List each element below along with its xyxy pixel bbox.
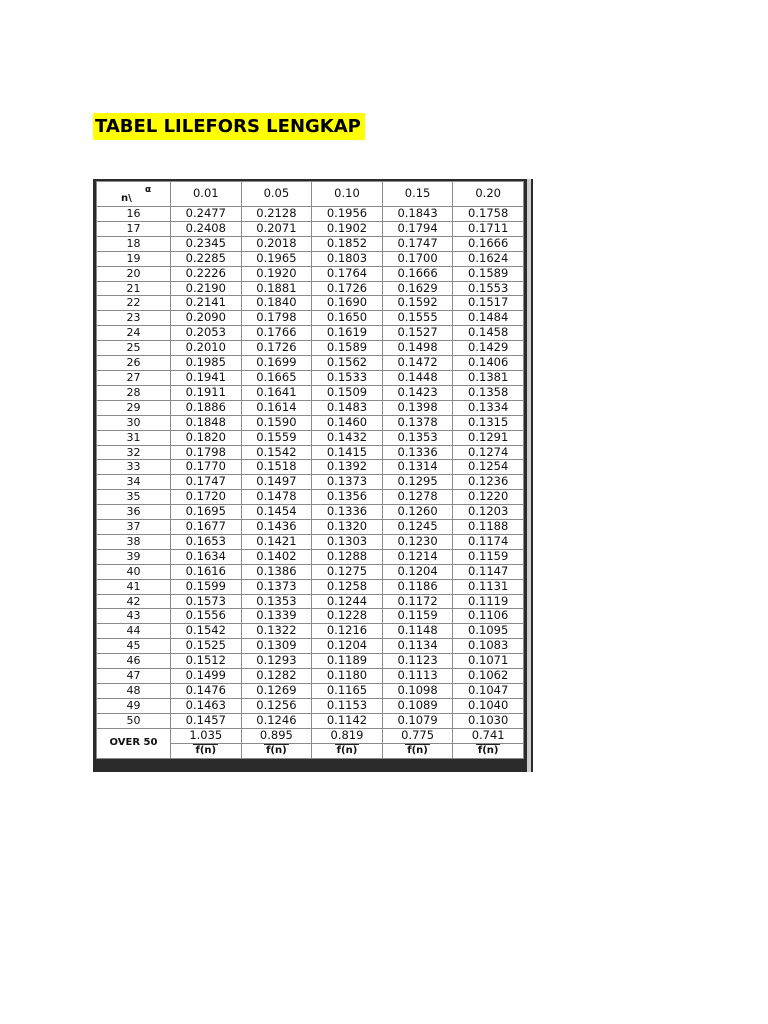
alpha-header: 0.01 [171, 182, 242, 207]
critical-value-cell: 0.1256 [241, 698, 312, 713]
critical-value-cell: 0.1030 [453, 713, 524, 728]
over50-numerator: 0.819 [312, 728, 383, 743]
page-title: TABEL LILEFORS LENGKAP [93, 113, 365, 140]
sample-size-cell: 31 [97, 430, 171, 445]
table-row [97, 415, 524, 430]
critical-value-cell: 0.2128 [241, 207, 312, 222]
sample-size-cell: 38 [97, 534, 171, 549]
critical-value-cell: 0.2408 [171, 221, 242, 236]
sample-size-cell: 27 [97, 370, 171, 385]
table-row [97, 624, 524, 639]
critical-value-cell: 0.1131 [453, 579, 524, 594]
critical-value-cell: 0.1147 [453, 564, 524, 579]
critical-value-cell: 0.1423 [382, 385, 453, 400]
sample-size-cell: 19 [97, 251, 171, 266]
header-row [97, 182, 524, 207]
critical-value-cell: 0.1820 [171, 430, 242, 445]
sample-size-cell: 34 [97, 475, 171, 490]
critical-value-cell: 0.1244 [312, 594, 383, 609]
critical-value-cell: 0.1457 [171, 713, 242, 728]
critical-value-cell: 0.1770 [171, 460, 242, 475]
critical-value-cell: 0.1476 [171, 684, 242, 699]
table-row [97, 370, 524, 385]
critical-value-cell: 0.1848 [171, 415, 242, 430]
critical-value-cell: 0.1542 [171, 624, 242, 639]
critical-value-cell: 0.1260 [382, 505, 453, 520]
critical-value-cell: 0.1123 [382, 654, 453, 669]
critical-value-cell: 0.1720 [171, 490, 242, 505]
table-body [97, 207, 524, 729]
lilliefors-table [96, 181, 524, 759]
critical-value-cell: 0.1458 [453, 326, 524, 341]
critical-value-cell: 0.1798 [241, 311, 312, 326]
critical-value-cell: 0.1556 [171, 609, 242, 624]
critical-value-cell: 0.2090 [171, 311, 242, 326]
critical-value-cell: 0.1378 [382, 415, 453, 430]
table-row [97, 445, 524, 460]
table-row [97, 534, 524, 549]
critical-value-cell: 0.1497 [241, 475, 312, 490]
sample-size-cell: 18 [97, 236, 171, 251]
critical-value-cell: 0.1902 [312, 221, 383, 236]
table-row [97, 207, 524, 222]
alpha-label: α [145, 185, 152, 195]
table-row [97, 549, 524, 564]
sample-size-cell: 47 [97, 669, 171, 684]
table-row [97, 698, 524, 713]
critical-value-cell: 0.1852 [312, 236, 383, 251]
critical-value-cell: 0.1356 [312, 490, 383, 505]
critical-value-cell: 0.1339 [241, 609, 312, 624]
critical-value-cell: 0.1134 [382, 639, 453, 654]
critical-value-cell: 0.1142 [312, 713, 383, 728]
critical-value-cell: 0.1214 [382, 549, 453, 564]
critical-value-cell: 0.1525 [171, 639, 242, 654]
critical-value-cell: 0.1288 [312, 549, 383, 564]
critical-value-cell: 0.1726 [241, 341, 312, 356]
critical-value-cell: 0.1764 [312, 266, 383, 281]
alpha-header: 0.15 [382, 182, 453, 207]
table-row [97, 281, 524, 296]
critical-value-cell: 0.1381 [453, 370, 524, 385]
table-row [97, 505, 524, 520]
critical-value-cell: 0.1562 [312, 356, 383, 371]
critical-value-cell: 0.1047 [453, 684, 524, 699]
table-row [97, 609, 524, 624]
critical-value-cell: 0.1527 [382, 326, 453, 341]
critical-value-cell: 0.1172 [382, 594, 453, 609]
table-row [97, 594, 524, 609]
critical-value-cell: 0.1589 [453, 266, 524, 281]
critical-value-cell: 0.1220 [453, 490, 524, 505]
critical-value-cell: 0.2018 [241, 236, 312, 251]
table-row [97, 639, 524, 654]
critical-value-cell: 0.1619 [312, 326, 383, 341]
sample-size-cell: 41 [97, 579, 171, 594]
critical-value-cell: 0.1478 [241, 490, 312, 505]
alpha-header: 0.05 [241, 182, 312, 207]
critical-value-cell: 0.1573 [171, 594, 242, 609]
critical-value-cell: 0.1432 [312, 430, 383, 445]
over50-numerator: 1.035 [171, 728, 242, 743]
over50-numerator: 0.895 [241, 728, 312, 743]
over50-denominator: f(n) [171, 743, 242, 758]
critical-value-cell: 0.1406 [453, 356, 524, 371]
critical-value-cell: 0.1293 [241, 654, 312, 669]
sample-size-cell: 36 [97, 505, 171, 520]
sample-size-cell: 48 [97, 684, 171, 699]
critical-value-cell: 0.1421 [241, 534, 312, 549]
critical-value-cell: 0.1956 [312, 207, 383, 222]
critical-value-cell: 0.1180 [312, 669, 383, 684]
critical-value-cell: 0.1629 [382, 281, 453, 296]
critical-value-cell: 0.1590 [241, 415, 312, 430]
critical-value-cell: 0.1295 [382, 475, 453, 490]
critical-value-cell: 0.1747 [171, 475, 242, 490]
critical-value-cell: 0.1392 [312, 460, 383, 475]
table-row [97, 460, 524, 475]
critical-value-cell: 0.1429 [453, 341, 524, 356]
critical-value-cell: 0.1246 [241, 713, 312, 728]
critical-value-cell: 0.1373 [312, 475, 383, 490]
critical-value-cell: 0.1282 [241, 669, 312, 684]
critical-value-cell: 0.1726 [312, 281, 383, 296]
table-row [97, 326, 524, 341]
table-row [97, 669, 524, 684]
critical-value-cell: 0.1616 [171, 564, 242, 579]
critical-value-cell: 0.1095 [453, 624, 524, 639]
critical-value-cell: 0.1216 [312, 624, 383, 639]
over50-numerator: 0.741 [453, 728, 524, 743]
sample-size-cell: 46 [97, 654, 171, 669]
critical-value-cell: 0.1188 [453, 520, 524, 535]
critical-value-cell: 0.1153 [312, 698, 383, 713]
critical-value-cell: 0.1275 [312, 564, 383, 579]
critical-value-cell: 0.1148 [382, 624, 453, 639]
critical-value-cell: 0.1353 [241, 594, 312, 609]
sample-size-cell: 33 [97, 460, 171, 475]
critical-value-cell: 0.1083 [453, 639, 524, 654]
critical-value-cell: 0.1303 [312, 534, 383, 549]
critical-value-cell: 0.1106 [453, 609, 524, 624]
critical-value-cell: 0.1174 [453, 534, 524, 549]
critical-value-cell: 0.1555 [382, 311, 453, 326]
sample-size-cell: 35 [97, 490, 171, 505]
critical-value-cell: 0.1159 [382, 609, 453, 624]
critical-value-cell: 0.1517 [453, 296, 524, 311]
table-row [97, 475, 524, 490]
sample-size-cell: 17 [97, 221, 171, 236]
critical-value-cell: 0.1695 [171, 505, 242, 520]
critical-value-cell: 0.1098 [382, 684, 453, 699]
over50-denominator: f(n) [453, 743, 524, 758]
critical-value-cell: 0.1711 [453, 221, 524, 236]
critical-value-cell: 0.1553 [453, 281, 524, 296]
critical-value-cell: 0.1314 [382, 460, 453, 475]
critical-value-cell: 0.1258 [312, 579, 383, 594]
critical-value-cell: 0.1941 [171, 370, 242, 385]
sample-size-cell: 16 [97, 207, 171, 222]
sample-size-cell: 37 [97, 520, 171, 535]
critical-value-cell: 0.1448 [382, 370, 453, 385]
critical-value-cell: 0.1228 [312, 609, 383, 624]
critical-value-cell: 0.1353 [382, 430, 453, 445]
critical-value-cell: 0.1641 [241, 385, 312, 400]
critical-value-cell: 0.1336 [312, 505, 383, 520]
critical-value-cell: 0.1881 [241, 281, 312, 296]
over50-denominator: f(n) [241, 743, 312, 758]
alpha-header: 0.10 [312, 182, 383, 207]
lilliefors-table-image [93, 179, 533, 772]
critical-value-cell: 0.1758 [453, 207, 524, 222]
critical-value-cell: 0.2190 [171, 281, 242, 296]
table-row [97, 684, 524, 699]
critical-value-cell: 0.1159 [453, 549, 524, 564]
critical-value-cell: 0.1614 [241, 400, 312, 415]
table-row [97, 430, 524, 445]
sample-size-cell: 22 [97, 296, 171, 311]
critical-value-cell: 0.1186 [382, 579, 453, 594]
critical-value-cell: 0.1509 [312, 385, 383, 400]
critical-value-cell: 0.1079 [382, 713, 453, 728]
critical-value-cell: 0.1415 [312, 445, 383, 460]
table-row [97, 341, 524, 356]
critical-value-cell: 0.1665 [241, 370, 312, 385]
critical-value-cell: 0.1766 [241, 326, 312, 341]
table-row [97, 385, 524, 400]
critical-value-cell: 0.1278 [382, 490, 453, 505]
critical-value-cell: 0.1840 [241, 296, 312, 311]
critical-value-cell: 0.1062 [453, 669, 524, 684]
critical-value-cell: 0.1483 [312, 400, 383, 415]
critical-value-cell: 0.1189 [312, 654, 383, 669]
critical-value-cell: 0.1454 [241, 505, 312, 520]
sample-size-cell: 21 [97, 281, 171, 296]
over50-denominator: f(n) [382, 743, 453, 758]
critical-value-cell: 0.1460 [312, 415, 383, 430]
table-row [97, 251, 524, 266]
sample-size-cell: 32 [97, 445, 171, 460]
critical-value-cell: 0.1650 [312, 311, 383, 326]
alpha-header: 0.20 [453, 182, 524, 207]
sample-size-cell: 43 [97, 609, 171, 624]
critical-value-cell: 0.1113 [382, 669, 453, 684]
critical-value-cell: 0.2053 [171, 326, 242, 341]
critical-value-cell: 0.1700 [382, 251, 453, 266]
critical-value-cell: 0.1533 [312, 370, 383, 385]
critical-value-cell: 0.2345 [171, 236, 242, 251]
critical-value-cell: 0.1230 [382, 534, 453, 549]
critical-value-cell: 0.1589 [312, 341, 383, 356]
critical-value-cell: 0.1203 [453, 505, 524, 520]
critical-value-cell: 0.1794 [382, 221, 453, 236]
critical-value-cell: 0.1518 [241, 460, 312, 475]
sample-size-cell: 44 [97, 624, 171, 639]
critical-value-cell: 0.1599 [171, 579, 242, 594]
critical-value-cell: 0.1119 [453, 594, 524, 609]
critical-value-cell: 0.2071 [241, 221, 312, 236]
table-row [97, 654, 524, 669]
critical-value-cell: 0.1040 [453, 698, 524, 713]
critical-value-cell: 0.1677 [171, 520, 242, 535]
critical-value-cell: 0.1911 [171, 385, 242, 400]
critical-value-cell: 0.1472 [382, 356, 453, 371]
critical-value-cell: 0.1985 [171, 356, 242, 371]
critical-value-cell: 0.1236 [453, 475, 524, 490]
critical-value-cell: 0.2226 [171, 266, 242, 281]
critical-value-cell: 0.1402 [241, 549, 312, 564]
critical-value-cell: 0.1690 [312, 296, 383, 311]
critical-value-cell: 0.1245 [382, 520, 453, 535]
table-row [97, 356, 524, 371]
critical-value-cell: 0.1559 [241, 430, 312, 445]
over50-row [97, 728, 524, 743]
n-label: n\ [121, 193, 132, 204]
table-row [97, 311, 524, 326]
critical-value-cell: 0.1484 [453, 311, 524, 326]
sample-size-cell: 29 [97, 400, 171, 415]
critical-value-cell: 0.2285 [171, 251, 242, 266]
sample-size-cell: 50 [97, 713, 171, 728]
sample-size-cell: 45 [97, 639, 171, 654]
critical-value-cell: 0.1373 [241, 579, 312, 594]
critical-value-cell: 0.1920 [241, 266, 312, 281]
table-row [97, 221, 524, 236]
critical-value-cell: 0.1334 [453, 400, 524, 415]
critical-value-cell: 0.1436 [241, 520, 312, 535]
critical-value-cell: 0.1315 [453, 415, 524, 430]
critical-value-cell: 0.1666 [453, 236, 524, 251]
critical-value-cell: 0.1965 [241, 251, 312, 266]
over50-label: OVER 50 [97, 728, 171, 758]
critical-value-cell: 0.1699 [241, 356, 312, 371]
sample-size-cell: 24 [97, 326, 171, 341]
table-row [97, 520, 524, 535]
critical-value-cell: 0.1309 [241, 639, 312, 654]
critical-value-cell: 0.1336 [382, 445, 453, 460]
critical-value-cell: 0.1634 [171, 549, 242, 564]
table-row [97, 236, 524, 251]
sample-size-cell: 23 [97, 311, 171, 326]
critical-value-cell: 0.1512 [171, 654, 242, 669]
critical-value-cell: 0.1624 [453, 251, 524, 266]
over50-denominator: f(n) [312, 743, 383, 758]
critical-value-cell: 0.1398 [382, 400, 453, 415]
table-row [97, 490, 524, 505]
critical-value-cell: 0.1165 [312, 684, 383, 699]
sample-size-cell: 30 [97, 415, 171, 430]
critical-value-cell: 0.1291 [453, 430, 524, 445]
critical-value-cell: 0.1386 [241, 564, 312, 579]
table-row [97, 564, 524, 579]
critical-value-cell: 0.1254 [453, 460, 524, 475]
table-row [97, 713, 524, 728]
critical-value-cell: 0.1204 [382, 564, 453, 579]
critical-value-cell: 0.1320 [312, 520, 383, 535]
critical-value-cell: 0.1747 [382, 236, 453, 251]
table-row [97, 579, 524, 594]
critical-value-cell: 0.1358 [453, 385, 524, 400]
over50-numerator: 0.775 [382, 728, 453, 743]
critical-value-cell: 0.2010 [171, 341, 242, 356]
critical-value-cell: 0.1089 [382, 698, 453, 713]
critical-value-cell: 0.1499 [171, 669, 242, 684]
critical-value-cell: 0.1322 [241, 624, 312, 639]
sample-size-cell: 42 [97, 594, 171, 609]
critical-value-cell: 0.1498 [382, 341, 453, 356]
table-row [97, 400, 524, 415]
critical-value-cell: 0.1071 [453, 654, 524, 669]
critical-value-cell: 0.1653 [171, 534, 242, 549]
sample-size-cell: 39 [97, 549, 171, 564]
critical-value-cell: 0.2141 [171, 296, 242, 311]
critical-value-cell: 0.1592 [382, 296, 453, 311]
critical-value-cell: 0.1798 [171, 445, 242, 460]
table-row [97, 266, 524, 281]
table-row [97, 296, 524, 311]
critical-value-cell: 0.1269 [241, 684, 312, 699]
sample-size-cell: 26 [97, 356, 171, 371]
sample-size-cell: 25 [97, 341, 171, 356]
sample-size-cell: 49 [97, 698, 171, 713]
critical-value-cell: 0.1274 [453, 445, 524, 460]
critical-value-cell: 0.1463 [171, 698, 242, 713]
critical-value-cell: 0.1204 [312, 639, 383, 654]
sample-size-cell: 28 [97, 385, 171, 400]
corner-header-cell [97, 182, 171, 207]
critical-value-cell: 0.1666 [382, 266, 453, 281]
critical-value-cell: 0.1886 [171, 400, 242, 415]
critical-value-cell: 0.1542 [241, 445, 312, 460]
sample-size-cell: 20 [97, 266, 171, 281]
critical-value-cell: 0.1803 [312, 251, 383, 266]
critical-value-cell: 0.2477 [171, 207, 242, 222]
critical-value-cell: 0.1843 [382, 207, 453, 222]
sample-size-cell: 40 [97, 564, 171, 579]
